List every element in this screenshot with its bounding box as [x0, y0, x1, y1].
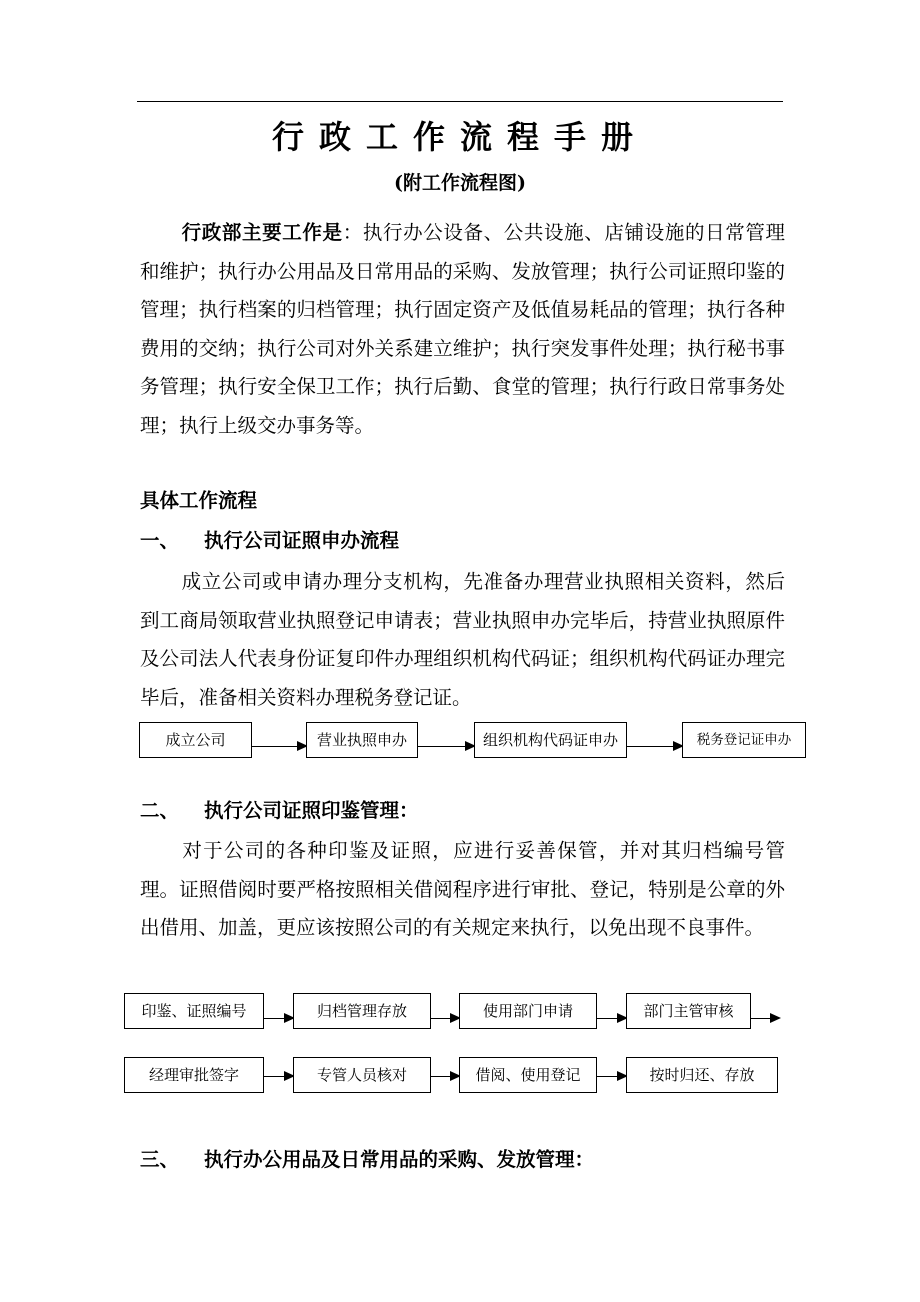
section-2-body	[140, 832, 785, 948]
flow-1-arrow-2	[418, 746, 474, 747]
header-rule	[137, 101, 783, 102]
flow-1-step-3: 组织机构代码证申办	[474, 722, 627, 758]
intro-paragraph	[140, 214, 785, 445]
section-2-body-text: 对于公司的各种印鉴及证照，应进行妥善保管，并对其归档编号管理。证照借阅时要严格按照相关借阅程序进行审批、登记，特别是公章的外出借用、加盖，更应该按照公司的有关规定来执行，以免出现不良事件。	[140, 839, 785, 939]
section-2-number: 二、	[140, 799, 180, 822]
flow-1-arrow-1	[252, 746, 306, 747]
intro-body: ：执行办公设备、公共设施、店铺设施的日常管理和维护；执行办公用品及日常用品的采购、发放管理；执行公司证照印鉴的管理；执行档案的归档管理；执行固定资产及低值易耗品的管理；执行各种费用的交纳；执行公司对外关系建立维护；执行突发事件处理；执行秘书事务管理；执行安全保卫工作；执行后勤、食堂的管理；执行行政日常事务处理；执行上级交办事务等。	[140, 221, 785, 437]
flow-1-arrow-3	[627, 746, 682, 747]
section-3-title: 执行办公用品及日常用品的采购、发放管理：	[204, 1148, 595, 1171]
section-1-title: 执行公司证照申办流程	[204, 529, 400, 552]
flow-1-step-1: 成立公司	[139, 722, 252, 758]
flow-2-arrow-4	[751, 1018, 779, 1019]
flow-2-arrow-7	[597, 1076, 626, 1077]
section-3-number: 三、	[140, 1148, 180, 1171]
intro-lead: 行政部主要工作是	[181, 221, 343, 244]
section-2-heading	[140, 796, 419, 826]
flow-1-step-4: 税务登记证申办	[682, 722, 806, 758]
section-1-body	[140, 563, 785, 717]
flow-2-arrow-2	[431, 1018, 459, 1019]
flow-2-arrow-1	[264, 1018, 293, 1019]
section-1-body-text: 成立公司或申请办理分支机构，先准备办理营业执照相关资料，然后到工商局领取营业执照登记申请表；营业执照申办完毕后，持营业执照原件及公司法人代表身份证复印件办理组织机构代码证；组织机构代码证办理完毕后，准备相关资料办理税务登记证。	[140, 570, 785, 709]
flow-2-arrow-3	[597, 1018, 626, 1019]
flow-2-arrow-6	[431, 1076, 459, 1077]
flow-2-step-5: 经理审批签字	[124, 1057, 264, 1093]
section-2-title: 执行公司证照印鉴管理：	[204, 799, 419, 822]
document-subtitle: (附工作流程图)	[394, 172, 526, 194]
document-title: 行政工作流程手册	[271, 118, 648, 156]
flow-1-step-2: 营业执照申办	[306, 722, 418, 758]
section-heading: 具体工作流程	[140, 489, 258, 512]
section-1-heading	[140, 526, 399, 556]
flow-2-step-2: 归档管理存放	[293, 993, 431, 1029]
flow-2-step-8: 按时归还、存放	[626, 1057, 778, 1093]
flow-2-step-6: 专管人员核对	[293, 1057, 431, 1093]
flow-2-step-1: 印鉴、证照编号	[124, 993, 264, 1029]
section-3-heading	[140, 1145, 594, 1175]
flow-2-arrow-5	[264, 1076, 293, 1077]
flow-2-step-4: 部门主管审核	[626, 993, 751, 1029]
flow-2-step-7: 借阅、使用登记	[459, 1057, 597, 1093]
flow-2-step-3: 使用部门申请	[459, 993, 597, 1029]
section-1-number: 一、	[140, 529, 180, 552]
